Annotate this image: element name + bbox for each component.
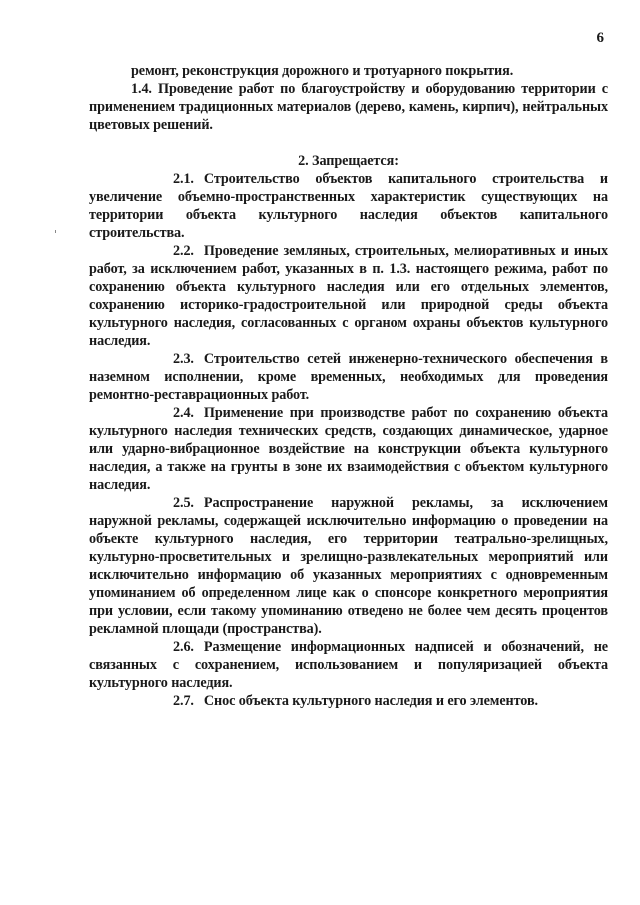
clause-text: Применение при производстве работ по сохранению объекта культурного наследия технических средств, создающих динамическое, ударное или ударно-вибрационное воздействие на конструкции объекта культурного наследия, а также на грунты в зоне их взаимодействия с объектом культурного наследия. bbox=[89, 405, 608, 493]
clause-text: Строительство сетей инженерно-технического обеспечения в наземном исполнении, кроме временных, необходимых для проведения ремонтно-реставрационных работ. bbox=[89, 351, 608, 403]
clause-2-6 bbox=[89, 638, 608, 692]
clause-number: 2.4. bbox=[173, 405, 194, 421]
section-2-title: 2. Запрещается: bbox=[298, 153, 399, 169]
clause-2-3 bbox=[89, 350, 608, 404]
clause-2-2 bbox=[89, 242, 608, 350]
clause-text: Снос объекта культурного наследия и его элементов. bbox=[203, 693, 538, 709]
clause-2-7 bbox=[89, 692, 608, 710]
clause-number: 2.6. bbox=[173, 639, 194, 655]
clause-number: 2.5. bbox=[173, 495, 194, 511]
continuation-line: ремонт, реконструкция дорожного и тротуарного покрытия. bbox=[131, 63, 514, 79]
page-number: 6 bbox=[596, 30, 604, 46]
clause-2-4 bbox=[89, 404, 608, 494]
clause-number: 2.3. bbox=[173, 351, 194, 367]
clause-text: Распространение наружной рекламы, за исключением наружной рекламы, содержащей исключительно информацию о проведении на объекте культурного наследия, его территории театрально-зрелищных, культурно-просветительных и зрелищно-развлекательных мероприятий или исключительно информацию об указанных мероприятиях с одновременным упоминанием об определенном лице как о спонсоре конкретного мероприятия при условии, если такому упоминанию отведено не более чем десять процентов рекламной площади (пространства). bbox=[89, 495, 608, 637]
clause-number: 2.1. bbox=[173, 171, 194, 187]
clause-2-1 bbox=[89, 170, 608, 242]
clause-number: 2.2. bbox=[173, 243, 194, 259]
clause-text: Строительство объектов капитального строительства и увеличение объемно-пространственных характеристик существующих на территории объекта культурного наследия объектов капитального строительства. bbox=[89, 171, 608, 241]
clause-text: Размещение информационных надписей и обозначений, не связанных с сохранением, использованием и популяризацией объекта культурного наследия. bbox=[89, 639, 608, 691]
document-body bbox=[89, 62, 608, 710]
margin-mark bbox=[55, 230, 56, 233]
clause-2-5 bbox=[89, 494, 608, 638]
clause-number: 2.7. bbox=[173, 693, 194, 709]
clause-text: Проведение земляных, строительных, мелиоративных и иных работ, за исключением работ, указанных в п. 1.3. настоящего режима, работ по сохранению объекта культурного наследия или его отдельных элементов, сохранению историко-градостроительной или природной среды объекта культурного наследия, согласованных с органом охраны объектов культурного наследия. bbox=[89, 243, 608, 349]
clause-1-4: 1.4. Проведение работ по благоустройству и оборудованию территории с применением традиционных материалов (дерево, камень, кирпич), нейтральных цветовых решений. bbox=[89, 81, 608, 133]
